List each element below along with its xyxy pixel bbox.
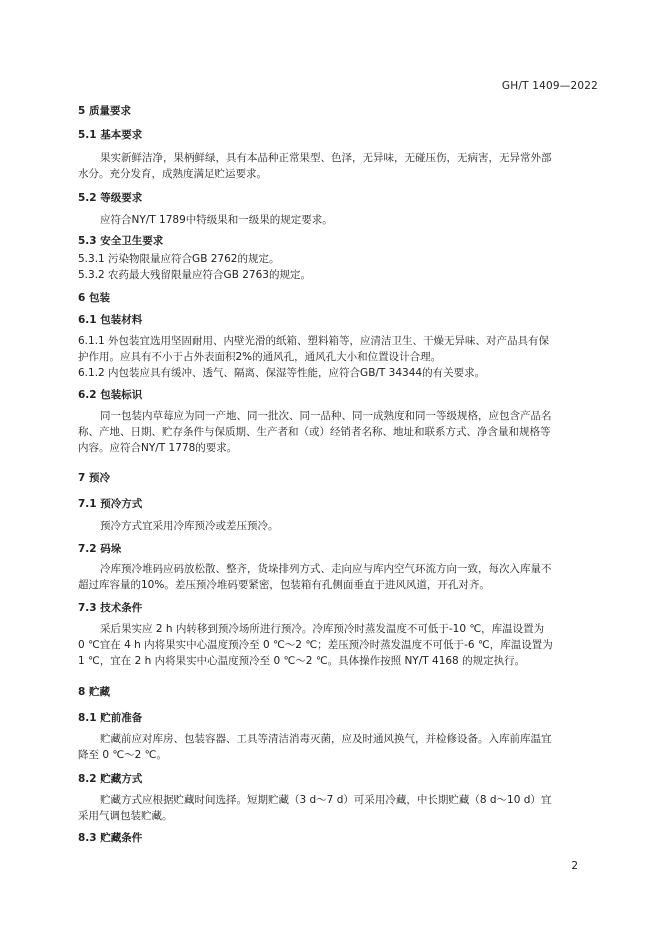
paragraph-line: 采后果实应 2 h 内转移到预冷场所进行预冷。冷库预冷时蒸发温度不可低于-10 ℃，库温设置为: [100, 623, 545, 635]
page-number: 2: [571, 860, 578, 872]
paragraph-line: 内容。应符合NY/T 1778的要求。: [78, 442, 238, 454]
section-8-heading: 8 贮藏: [78, 686, 110, 698]
paragraph-line: 降至 0 ℃～2 ℃。: [78, 749, 167, 761]
section-6-2-heading: 6.2 包装标识: [78, 389, 143, 401]
paragraph-line: 超过库容量的10%。差压预冷堆码要紧密，包装箱有孔侧面垂直于进风风道，开孔对齐。: [78, 579, 490, 591]
section-5-2-heading: 5.2 等级要求: [78, 192, 143, 204]
paragraph-line: 贮藏方式应根据贮藏时间选择。短期贮藏（3 d～7 d）可采用冷藏，中长期贮藏（8 d～10 d）宜: [100, 794, 552, 806]
section-5-1-heading: 5.1 基本要求: [78, 129, 143, 141]
paragraph-line: 应符合NY/T 1789中特级果和一级果的规定要求。: [100, 214, 333, 226]
clause-6-1-1-line: 护作用。应具有不小于占外表面积2%的通风孔，通风孔大小和位置设计合理。: [78, 351, 442, 363]
clause-5-3-2: 5.3.2 农药最大残留限量应符合GB 2763的规定。: [78, 269, 311, 281]
paragraph-line: 预冷方式宜采用冷库预冷或差压预冷。: [100, 520, 279, 532]
section-6-heading: 6 包装: [78, 292, 110, 304]
paragraph-line: 采用气调包装贮藏。: [78, 810, 173, 822]
clause-6-1-1-line: 6.1.1 外包装宜选用坚固耐用、内壁光滑的纸箱、塑料箱等，应清洁卫生、干燥无异味、对产品具有保: [78, 335, 550, 347]
section-7-heading: 7 预冷: [78, 472, 110, 484]
section-7-3-heading: 7.3 技术条件: [78, 602, 143, 614]
section-5-3-heading: 5.3 安全卫生要求: [78, 235, 164, 247]
section-8-3-heading: 8.3 贮藏条件: [78, 832, 143, 844]
paragraph-line: 冷库预冷堆码应码放松散、整齐，货垛排列方式、走向应与库内空气环流方向一致，每次入库量不: [100, 563, 552, 575]
paragraph-line: 水分。充分发育，成熟度满足贮运要求。: [78, 168, 267, 180]
section-7-1-heading: 7.1 预冷方式: [78, 498, 143, 510]
paragraph-line: 同一包装内草莓应为同一产地、同一批次、同一品种、同一成熟度和同一等级规格，应包含产品名: [100, 410, 552, 422]
standard-code: GH/T 1409—2022: [501, 80, 598, 92]
section-8-1-heading: 8.1 贮前准备: [78, 712, 143, 724]
section-5-heading: 5 质量要求: [78, 105, 131, 117]
section-6-1-heading: 6.1 包装材料: [78, 314, 143, 326]
clause-6-1-2: 6.1.2 内包装应具有缓冲、透气、隔离、保湿等性能，应符合GB/T 34344的有关要求。: [78, 367, 486, 379]
paragraph-line: 0 ℃宜在 4 h 内将果实中心温度预冷至 0 ℃～2 ℃；差压预冷时蒸发温度不可低于-6 ℃，库温设置为: [78, 639, 553, 651]
section-8-2-heading: 8.2 贮藏方式: [78, 773, 143, 785]
clause-5-3-1: 5.3.1 污染物限量应符合GB 2762的规定。: [78, 253, 280, 265]
paragraph-line: 称、产地、日期、贮存条件与保质期、生产者和（或）经销者名称、地址和联系方式、净含量和规格等: [78, 426, 551, 438]
paragraph-line: 果实新鲜洁净，果柄鲜绿，具有本品种正常果型、色泽，无异味，无碰压伤，无病害，无异常外部: [100, 152, 552, 164]
section-7-2-heading: 7.2 码垛: [78, 543, 122, 555]
paragraph-line: 贮藏前应对库房、包装容器、工具等清洁消毒灭菌，应及时通风换气，并检修设备。入库前库温宜: [100, 733, 552, 745]
paragraph-line: 1 ℃，宜在 2 h 内将果实中心温度预冷至 0 ℃～2 ℃。具体操作按照 NY/T 4168 的规定执行。: [78, 655, 526, 667]
